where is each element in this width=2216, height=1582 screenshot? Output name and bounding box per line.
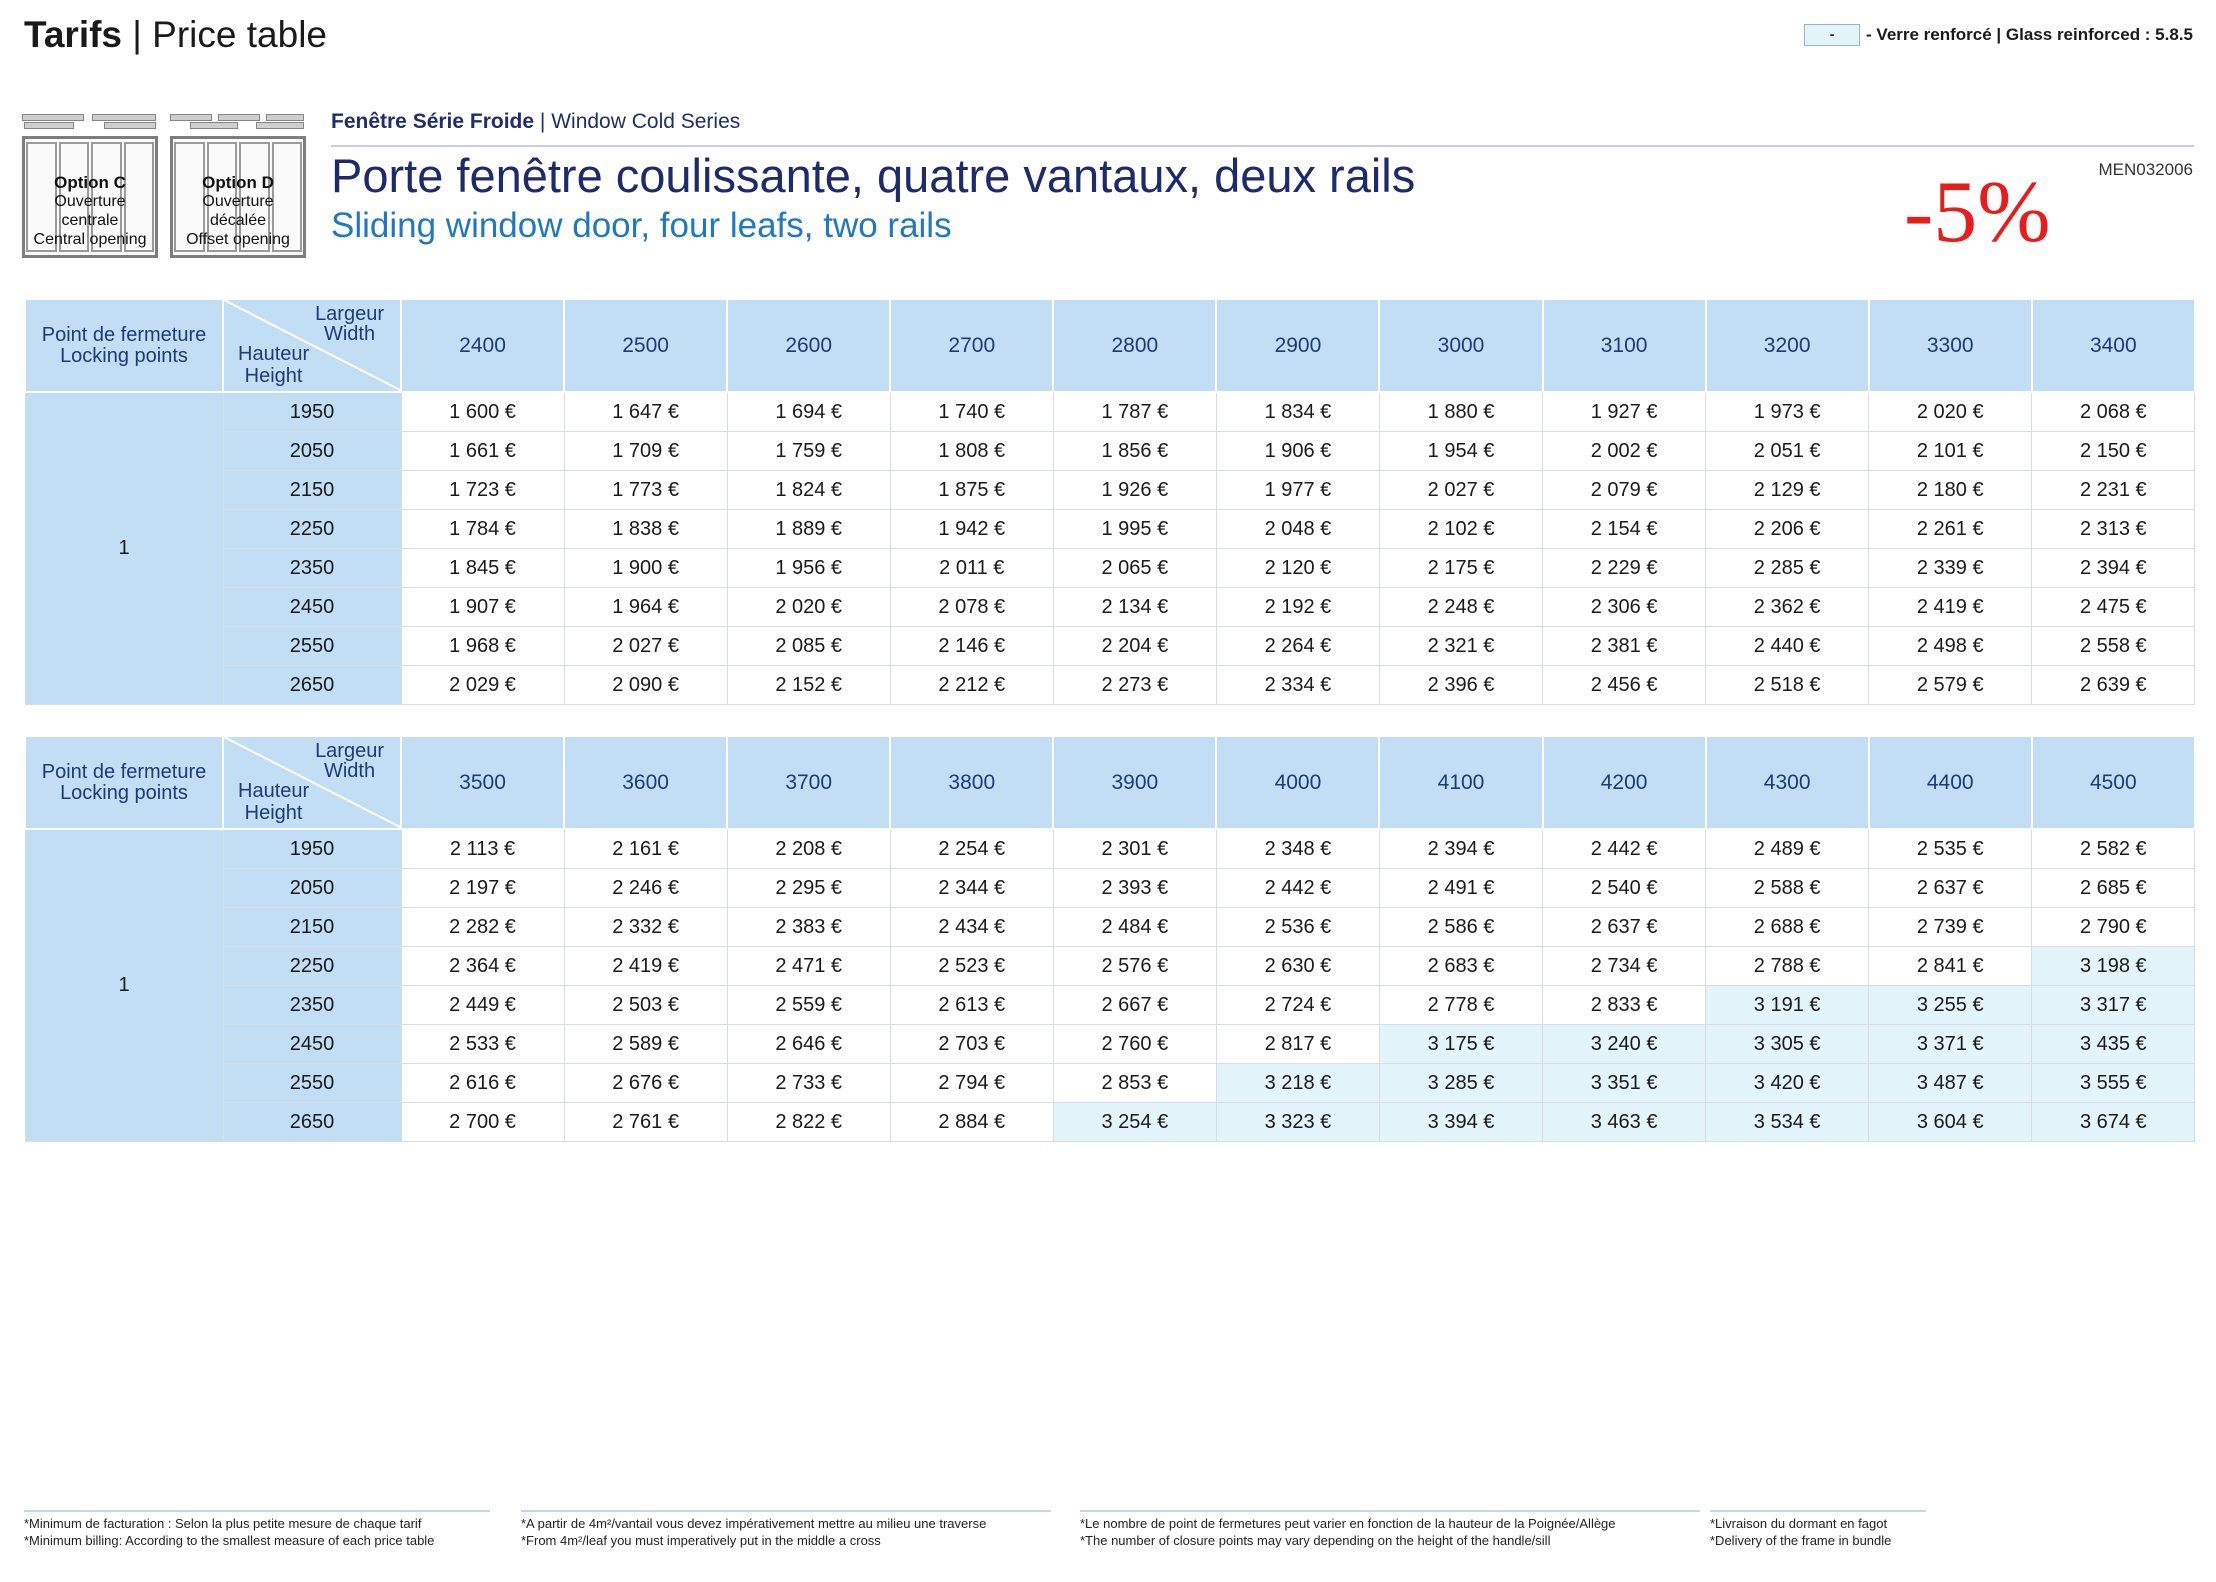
price-cell: 2 760 € (1053, 1025, 1216, 1064)
price-cell: 1 942 € (890, 510, 1053, 549)
price-cell: 1 956 € (727, 549, 890, 588)
legend (1804, 24, 2193, 46)
width-column-header: 3300 (1869, 299, 2032, 392)
locking-en: Locking points (60, 781, 188, 804)
price-cell: 3 604 € (1869, 1103, 2032, 1142)
price-cell: 2 154 € (1543, 510, 1706, 549)
height-label (238, 780, 309, 824)
price-cell: 2 630 € (1216, 947, 1379, 986)
table-row (25, 1103, 2195, 1142)
price-cell: 2 020 € (727, 588, 890, 627)
width-label (315, 741, 384, 781)
price-cell: 2 518 € (1706, 666, 1869, 705)
legend-text: - Verre renforcé | Glass reinforced : 5.8.5 (1866, 25, 2193, 44)
price-cell: 2 456 € (1543, 666, 1706, 705)
price-cell: 1 856 € (1053, 432, 1216, 471)
option-c-line1: Ouverture centrale (54, 193, 126, 229)
price-cell: 1 759 € (727, 432, 890, 471)
price-cell: 1 926 € (1053, 471, 1216, 510)
product-title-fr: Porte fenêtre coulissante, quatre vantaux, deux rails (331, 149, 1416, 202)
width-fr: Largeur (315, 740, 384, 762)
price-cell: 1 907 € (401, 588, 564, 627)
price-cell: 2 498 € (1869, 627, 2032, 666)
price-cell: 2 484 € (1053, 908, 1216, 947)
width-column-header: 3600 (564, 736, 727, 829)
price-cell: 2 683 € (1379, 947, 1542, 986)
price-cell: 2 002 € (1543, 432, 1706, 471)
price-cell: 1 647 € (564, 392, 727, 432)
price-cell: 2 685 € (2032, 869, 2195, 908)
option-d-diagram (170, 114, 306, 258)
width-column-header: 2400 (401, 299, 564, 392)
height-row-header: 2350 (223, 986, 401, 1025)
height-row-header: 2550 (223, 627, 401, 666)
width-column-header: 3000 (1379, 299, 1542, 392)
width-column-header: 4000 (1216, 736, 1379, 829)
price-cell: 2 434 € (890, 908, 1053, 947)
price-cell: 3 285 € (1379, 1064, 1542, 1103)
price-cell: 2 676 € (564, 1064, 727, 1103)
width-column-header: 2800 (1053, 299, 1216, 392)
price-cell: 3 218 € (1216, 1064, 1379, 1103)
height-row-header: 2050 (223, 432, 401, 471)
price-cell: 2 646 € (727, 1025, 890, 1064)
height-row-header: 2650 (223, 1103, 401, 1142)
price-cell: 2 637 € (1543, 908, 1706, 947)
width-column-header: 2600 (727, 299, 890, 392)
price-cell: 1 773 € (564, 471, 727, 510)
price-cell: 2 419 € (564, 947, 727, 986)
footnote-2-en: *From 4m²/leaf you must imperatively put in the middle a cross (521, 1533, 881, 1548)
price-cell: 2 475 € (2032, 588, 2195, 627)
table-row (25, 471, 2195, 510)
price-cell: 2 841 € (1869, 947, 2032, 986)
height-fr: Hauteur (238, 780, 310, 802)
price-cell: 2 090 € (564, 666, 727, 705)
price-cell: 3 371 € (1869, 1025, 2032, 1064)
price-cell: 2 558 € (2032, 627, 2195, 666)
price-cell: 2 576 € (1053, 947, 1216, 986)
price-cell: 2 588 € (1706, 869, 1869, 908)
footnote-1-en: *Minimum billing: According to the smallest measure of each price table (24, 1533, 435, 1548)
price-cell: 2 540 € (1543, 869, 1706, 908)
locking-points-header (25, 736, 223, 829)
price-cell: 2 206 € (1706, 510, 1869, 549)
option-c-line2: Central opening (33, 231, 147, 248)
table-row (25, 549, 2195, 588)
width-height-header (223, 299, 401, 392)
price-cell: 1 964 € (564, 588, 727, 627)
price-cell: 2 208 € (727, 829, 890, 869)
width-column-header: 3700 (727, 736, 890, 829)
series-subtitle (331, 110, 740, 134)
price-cell: 2 134 € (1053, 588, 1216, 627)
price-cell: 2 700 € (401, 1103, 564, 1142)
price-cell: 3 394 € (1379, 1103, 1542, 1142)
price-cell: 2 637 € (1869, 869, 2032, 908)
price-cell: 3 255 € (1869, 986, 2032, 1025)
height-en: Height (244, 365, 303, 387)
price-cell: 2 029 € (401, 666, 564, 705)
price-cell: 2 639 € (2032, 666, 2195, 705)
price-cell: 1 906 € (1216, 432, 1379, 471)
option-d-name: Option D (202, 173, 274, 192)
table-row (25, 666, 2195, 705)
width-column-header: 4300 (1706, 736, 1869, 829)
price-cell: 2 788 € (1706, 947, 1869, 986)
price-cell: 1 889 € (727, 510, 890, 549)
price-cell: 2 248 € (1379, 588, 1542, 627)
price-cell: 1 973 € (1706, 392, 1869, 432)
price-cell: 3 463 € (1543, 1103, 1706, 1142)
price-cell: 3 420 € (1706, 1064, 1869, 1103)
width-column-header: 3800 (890, 736, 1053, 829)
window-frame-icon (170, 136, 306, 258)
price-cell: 2 152 € (727, 666, 890, 705)
height-row-header: 2050 (223, 869, 401, 908)
price-cell: 2 339 € (1869, 549, 2032, 588)
height-row-header: 2150 (223, 908, 401, 947)
price-cell: 2 579 € (1869, 666, 2032, 705)
price-cell: 2 246 € (564, 869, 727, 908)
price-cell: 1 977 € (1216, 471, 1379, 510)
price-table-2 (24, 735, 2196, 1142)
footnote-4-fr: *Livraison du dormant en fagot (1710, 1516, 1888, 1531)
legend-swatch: - (1804, 24, 1860, 46)
price-cell: 2 264 € (1216, 627, 1379, 666)
width-column-header: 4100 (1379, 736, 1542, 829)
price-cell: 2 334 € (1216, 666, 1379, 705)
price-cell: 2 533 € (401, 1025, 564, 1064)
table-row (25, 986, 2195, 1025)
price-cell: 2 231 € (2032, 471, 2195, 510)
width-column-header: 2500 (564, 299, 727, 392)
price-cell: 2 582 € (2032, 829, 2195, 869)
price-cell: 1 834 € (1216, 392, 1379, 432)
price-cell: 2 442 € (1216, 869, 1379, 908)
price-cell: 2 724 € (1216, 986, 1379, 1025)
height-row-header: 2650 (223, 666, 401, 705)
page-title-rest: | Price table (122, 14, 327, 55)
price-cell: 2 734 € (1543, 947, 1706, 986)
price-cell: 2 559 € (727, 986, 890, 1025)
price-cell: 1 808 € (890, 432, 1053, 471)
width-column-header: 3500 (401, 736, 564, 829)
price-cell: 1 875 € (890, 471, 1053, 510)
price-cell: 2 383 € (727, 908, 890, 947)
table-row (25, 869, 2195, 908)
table-row (25, 908, 2195, 947)
price-cell: 1 661 € (401, 432, 564, 471)
price-cell: 2 027 € (564, 627, 727, 666)
price-cell: 2 113 € (401, 829, 564, 869)
price-cell: 2 616 € (401, 1064, 564, 1103)
price-cell: 3 305 € (1706, 1025, 1869, 1064)
height-row-header: 1950 (223, 392, 401, 432)
price-cell: 2 817 € (1216, 1025, 1379, 1064)
height-en: Height (244, 802, 303, 824)
footnote-3-fr: *Le nombre de point de fermetures peut varier en fonction de la hauteur de la Poignée/Allège (1080, 1516, 1616, 1531)
price-cell: 2 146 € (890, 627, 1053, 666)
price-cell: 2 442 € (1543, 829, 1706, 869)
price-cell: 2 204 € (1053, 627, 1216, 666)
price-cell: 2 313 € (2032, 510, 2195, 549)
locking-points-header (25, 299, 223, 392)
locking-fr: Point de fermeture (41, 760, 207, 783)
price-cell: 2 449 € (401, 986, 564, 1025)
width-column-header: 2900 (1216, 299, 1379, 392)
footnote-4-en: *Delivery of the frame in bundle (1710, 1533, 1892, 1548)
price-cell: 2 321 € (1379, 627, 1542, 666)
price-cell: 2 254 € (890, 829, 1053, 869)
locking-fr: Point de fermeture (41, 323, 207, 346)
price-cell: 1 968 € (401, 627, 564, 666)
price-cell: 2 362 € (1706, 588, 1869, 627)
locking-en: Locking points (60, 344, 188, 367)
price-cell: 2 212 € (890, 666, 1053, 705)
price-cell: 2 739 € (1869, 908, 2032, 947)
product-reference: MEN032006 (2098, 160, 2193, 179)
price-cell: 3 487 € (1869, 1064, 2032, 1103)
price-cell: 3 534 € (1706, 1103, 1869, 1142)
page-title (24, 14, 327, 56)
footnote-1-fr: *Minimum de facturation : Selon la plus petite mesure de chaque tarif (24, 1516, 422, 1531)
rails-icon (22, 114, 158, 130)
price-cell: 2 301 € (1053, 829, 1216, 869)
price-cell: 1 709 € (564, 432, 727, 471)
option-diagrams (22, 114, 306, 258)
price-cell: 2 282 € (401, 908, 564, 947)
price-cell: 2 085 € (727, 627, 890, 666)
width-column-header: 2700 (890, 299, 1053, 392)
price-cell: 3 317 € (2032, 986, 2195, 1025)
price-cell: 3 175 € (1379, 1025, 1542, 1064)
width-column-header: 4400 (1869, 736, 2032, 829)
price-cell: 2 027 € (1379, 471, 1542, 510)
table-row (25, 829, 2195, 869)
price-cell: 2 285 € (1706, 549, 1869, 588)
price-cell: 2 394 € (2032, 549, 2195, 588)
price-cell: 2 394 € (1379, 829, 1542, 869)
width-column-header: 4200 (1543, 736, 1706, 829)
height-label (238, 343, 309, 387)
price-cell: 2 381 € (1543, 627, 1706, 666)
price-cell: 1 954 € (1379, 432, 1542, 471)
price-cell: 1 995 € (1053, 510, 1216, 549)
price-cell: 2 586 € (1379, 908, 1542, 947)
width-en: Width (323, 760, 376, 782)
price-cell: 3 240 € (1543, 1025, 1706, 1064)
width-column-header: 3900 (1053, 736, 1216, 829)
price-cell: 3 191 € (1706, 986, 1869, 1025)
price-cell: 1 880 € (1379, 392, 1542, 432)
price-cell: 2 273 € (1053, 666, 1216, 705)
price-cell: 2 471 € (727, 947, 890, 986)
price-cell: 2 344 € (890, 869, 1053, 908)
footnote-3-en: *The number of closure points may vary depending on the height of the handle/sill (1080, 1533, 1551, 1548)
price-cell: 2 102 € (1379, 510, 1542, 549)
height-row-header: 2150 (223, 471, 401, 510)
price-cell: 2 535 € (1869, 829, 2032, 869)
price-cell: 2 078 € (890, 588, 1053, 627)
price-cell: 1 927 € (1543, 392, 1706, 432)
price-cell: 2 440 € (1706, 627, 1869, 666)
height-row-header: 2250 (223, 947, 401, 986)
price-table-1 (24, 298, 2196, 705)
price-cell: 1 824 € (727, 471, 890, 510)
price-cell: 1 740 € (890, 392, 1053, 432)
price-cell: 2 491 € (1379, 869, 1542, 908)
price-cell: 1 787 € (1053, 392, 1216, 432)
price-cell: 2 150 € (2032, 432, 2195, 471)
price-cell: 2 833 € (1543, 986, 1706, 1025)
price-cell: 2 396 € (1379, 666, 1542, 705)
price-cell: 2 048 € (1216, 510, 1379, 549)
window-frame-icon (22, 136, 158, 258)
price-cell: 2 197 € (401, 869, 564, 908)
price-cell: 2 884 € (890, 1103, 1053, 1142)
price-cell: 2 332 € (564, 908, 727, 947)
price-cell: 2 295 € (727, 869, 890, 908)
width-column-header: 3400 (2032, 299, 2195, 392)
width-label (315, 304, 384, 344)
price-cell: 2 020 € (1869, 392, 2032, 432)
table-row (25, 627, 2195, 666)
price-cell: 2 613 € (890, 986, 1053, 1025)
width-column-header: 4500 (2032, 736, 2195, 829)
price-cell: 2 175 € (1379, 549, 1542, 588)
price-cell: 2 393 € (1053, 869, 1216, 908)
price-cell: 2 503 € (564, 986, 727, 1025)
price-cell: 2 589 € (564, 1025, 727, 1064)
price-cell: 3 351 € (1543, 1064, 1706, 1103)
table-row (25, 510, 2195, 549)
height-row-header: 2350 (223, 549, 401, 588)
height-row-header: 2550 (223, 1064, 401, 1103)
price-cell: 2 761 € (564, 1103, 727, 1142)
price-cell: 1 784 € (401, 510, 564, 549)
height-fr: Hauteur (238, 343, 310, 365)
price-cell: 2 068 € (2032, 392, 2195, 432)
price-cell: 2 261 € (1869, 510, 2032, 549)
price-cell: 2 229 € (1543, 549, 1706, 588)
locking-points-value: 1 (25, 829, 223, 1142)
width-en: Width (323, 323, 376, 345)
height-row-header: 2450 (223, 588, 401, 627)
height-row-header: 2250 (223, 510, 401, 549)
price-cell: 2 348 € (1216, 829, 1379, 869)
footnote-4 (1710, 1510, 1926, 1549)
option-c-diagram (22, 114, 158, 258)
price-cell: 2 703 € (890, 1025, 1053, 1064)
price-cell: 2 419 € (1869, 588, 2032, 627)
price-cell: 2 790 € (2032, 908, 2195, 947)
product-title-en: Sliding window door, four leafs, two rails (331, 206, 952, 245)
discount-badge: -5% (1904, 164, 2051, 261)
table-row (25, 947, 2195, 986)
price-cell: 2 688 € (1706, 908, 1869, 947)
page-title-bold: Tarifs (24, 14, 123, 55)
price-cell: 2 536 € (1216, 908, 1379, 947)
price-cell: 3 674 € (2032, 1103, 2195, 1142)
price-cell: 2 794 € (890, 1064, 1053, 1103)
price-cell: 2 120 € (1216, 549, 1379, 588)
option-c-name: Option C (54, 173, 126, 192)
footnote-2 (521, 1510, 1051, 1549)
width-fr: Largeur (315, 303, 384, 325)
price-cell: 2 180 € (1869, 471, 2032, 510)
divider (331, 145, 2194, 147)
price-cell: 2 523 € (890, 947, 1053, 986)
height-row-header: 2450 (223, 1025, 401, 1064)
series-rest: | Window Cold Series (534, 110, 741, 133)
price-cell: 1 838 € (564, 510, 727, 549)
table-row (25, 1064, 2195, 1103)
footnote-2-fr: *A partir de 4m²/vantail vous devez impérativement mettre au milieu une traverse (521, 1516, 987, 1531)
price-cell: 2 364 € (401, 947, 564, 986)
price-cell: 1 900 € (564, 549, 727, 588)
price-cell: 2 667 € (1053, 986, 1216, 1025)
price-cell: 2 822 € (727, 1103, 890, 1142)
price-cell: 3 435 € (2032, 1025, 2195, 1064)
width-column-header: 3100 (1543, 299, 1706, 392)
price-cell: 3 555 € (2032, 1064, 2195, 1103)
locking-points-value: 1 (25, 392, 223, 705)
price-cell: 2 306 € (1543, 588, 1706, 627)
price-cell: 2 065 € (1053, 549, 1216, 588)
table-row (25, 392, 2195, 432)
table-row (25, 588, 2195, 627)
price-cell: 2 733 € (727, 1064, 890, 1103)
table-row (25, 432, 2195, 471)
series-bold: Fenêtre Série Froide (331, 110, 535, 133)
price-cell: 1 845 € (401, 549, 564, 588)
price-cell: 2 853 € (1053, 1064, 1216, 1103)
price-cell: 2 051 € (1706, 432, 1869, 471)
price-cell: 2 161 € (564, 829, 727, 869)
footnote-1 (24, 1510, 490, 1549)
price-cell: 1 723 € (401, 471, 564, 510)
price-cell: 2 489 € (1706, 829, 1869, 869)
price-cell: 3 323 € (1216, 1103, 1379, 1142)
width-column-header: 3200 (1706, 299, 1869, 392)
price-cell: 2 011 € (890, 549, 1053, 588)
height-row-header: 1950 (223, 829, 401, 869)
option-d-line2: Offset opening (186, 231, 290, 248)
width-height-header (223, 736, 401, 829)
option-d-line1: Ouverture décalée (202, 193, 274, 229)
price-cell: 2 129 € (1706, 471, 1869, 510)
price-cell: 1 694 € (727, 392, 890, 432)
price-cell: 3 198 € (2032, 947, 2195, 986)
footnote-3 (1080, 1510, 1700, 1549)
price-cell: 2 101 € (1869, 432, 2032, 471)
price-cell: 1 600 € (401, 392, 564, 432)
price-cell: 2 778 € (1379, 986, 1542, 1025)
rails-icon (170, 114, 306, 130)
price-cell: 2 192 € (1216, 588, 1379, 627)
price-cell: 2 079 € (1543, 471, 1706, 510)
table-row (25, 1025, 2195, 1064)
price-cell: 3 254 € (1053, 1103, 1216, 1142)
